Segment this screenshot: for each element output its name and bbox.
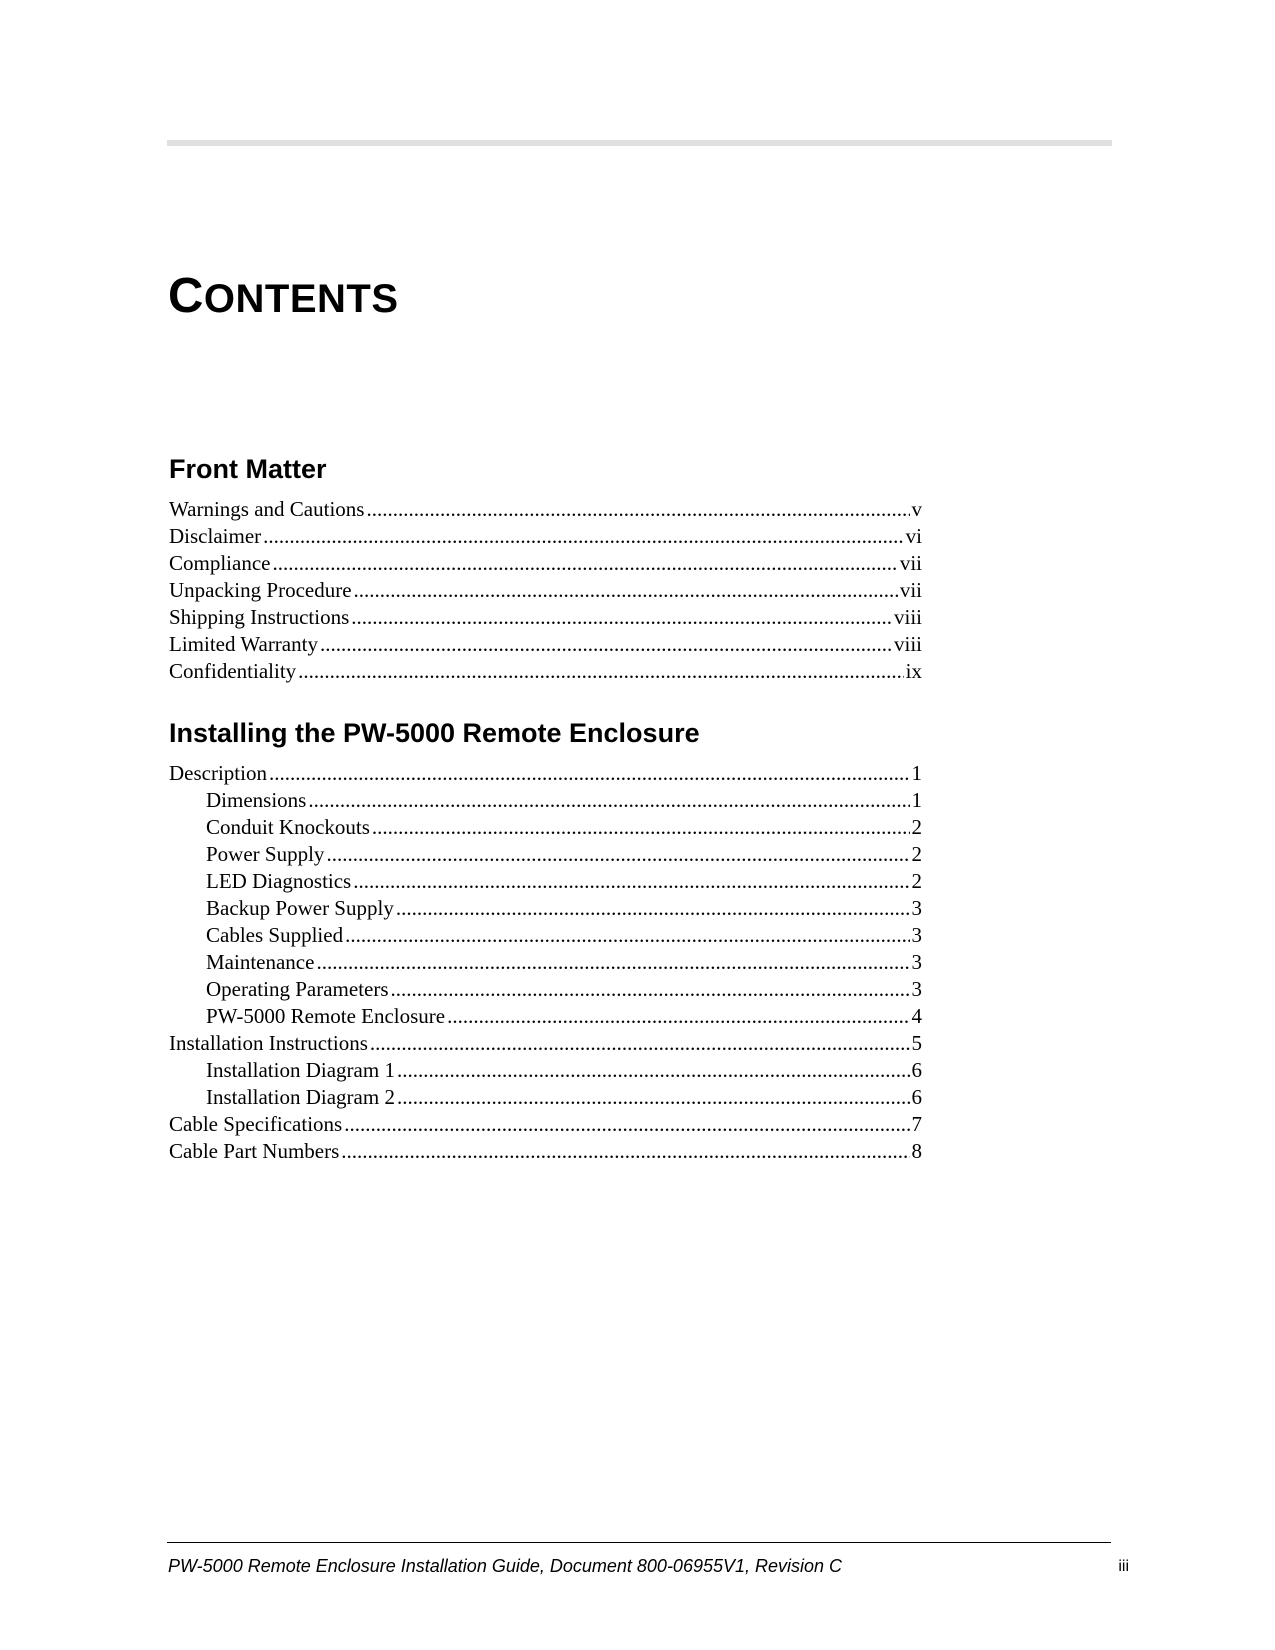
toc-entry-label: Compliance — [169, 551, 271, 575]
toc-entry-label: Backup Power Supply — [206, 896, 394, 920]
toc-subentry[interactable] — [169, 868, 922, 895]
toc-entry-label: Maintenance — [206, 950, 315, 974]
toc-entry-label: Description — [169, 761, 267, 785]
toc-entry-page: v — [911, 497, 922, 521]
toc-entry-page: viii — [893, 605, 922, 629]
toc-entry-label: Power Supply — [206, 842, 325, 866]
dot-leader — [263, 523, 904, 550]
dot-leader — [372, 814, 910, 841]
toc-entry-label: Cables Supplied — [206, 923, 344, 947]
page-title-rest: ONTENTS — [203, 277, 399, 321]
toc-entry-page: 5 — [911, 1031, 922, 1055]
dot-leader — [354, 577, 898, 604]
toc-entry-page: ix — [905, 659, 922, 683]
toc-subentry[interactable] — [169, 814, 922, 841]
dot-leader — [326, 841, 909, 868]
page-title-initial: C — [168, 269, 204, 323]
toc-entry-page: vi — [905, 524, 922, 548]
toc-subentry[interactable] — [169, 922, 922, 949]
toc-entry-label: Confidentiality — [169, 659, 297, 683]
toc-entry-page: 4 — [911, 1004, 922, 1028]
toc-entry-page: 3 — [911, 950, 922, 974]
toc-entry-page: 6 — [911, 1058, 922, 1082]
dot-leader — [298, 658, 904, 685]
toc-section-installing — [169, 714, 922, 1165]
toc-entry-label: LED Diagnostics — [206, 869, 352, 893]
toc-entry[interactable] — [169, 760, 922, 787]
toc-subentry[interactable] — [169, 1084, 922, 1111]
toc-entry-label: Disclaimer — [169, 524, 262, 548]
toc-list — [169, 496, 922, 685]
section-heading: Front Matter — [169, 454, 327, 484]
toc-entry[interactable] — [169, 1111, 922, 1138]
dot-leader — [320, 631, 892, 658]
toc-entry-page: vii — [899, 578, 922, 602]
toc-entry-page: 3 — [911, 896, 922, 920]
toc-entry-page: 3 — [911, 923, 922, 947]
toc-entry[interactable] — [169, 523, 922, 550]
toc-entry-label: Installation Instructions — [169, 1031, 368, 1055]
dot-leader — [272, 550, 897, 577]
toc-entry-label: Warnings and Cautions — [169, 497, 365, 521]
toc-subentry[interactable] — [169, 895, 922, 922]
toc-subentry[interactable] — [169, 1057, 922, 1084]
dot-leader — [391, 976, 910, 1003]
toc-entry[interactable] — [169, 631, 922, 658]
dot-leader — [397, 1084, 910, 1111]
toc-entry-page: 8 — [911, 1139, 922, 1163]
toc-list — [169, 760, 922, 1165]
footer-page-number: iii — [1118, 1558, 1129, 1575]
dot-leader — [269, 760, 910, 787]
dot-leader — [351, 604, 892, 631]
header-rule — [167, 140, 1112, 146]
dot-leader — [345, 922, 909, 949]
toc-entry-page: 1 — [911, 788, 922, 812]
toc-entry-label: Conduit Knockouts — [206, 815, 370, 839]
toc-subentry[interactable] — [169, 787, 922, 814]
dot-leader — [316, 949, 909, 976]
toc-entry[interactable] — [169, 1138, 922, 1165]
footer-document-line: PW-5000 Remote Enclosure Installation Guide, Document 800-06955V1, Revision C — [168, 1556, 843, 1576]
toc-entry-label: PW-5000 Remote Enclosure — [206, 1004, 446, 1028]
toc-entry-page: 7 — [911, 1112, 922, 1136]
dot-leader — [308, 787, 909, 814]
toc-entry-page: 2 — [911, 842, 922, 866]
toc-entry-label: Installation Diagram 2 — [206, 1085, 395, 1109]
toc-entry[interactable] — [169, 604, 922, 631]
toc-entry-page: 2 — [911, 869, 922, 893]
toc-entry-page: vii — [899, 551, 922, 575]
toc-entry[interactable] — [169, 577, 922, 604]
dot-leader — [344, 1111, 909, 1138]
toc-subentry[interactable] — [169, 976, 922, 1003]
toc-subentry[interactable] — [169, 841, 922, 868]
dot-leader — [370, 1030, 910, 1057]
dot-leader — [447, 1003, 909, 1030]
toc-subentry[interactable] — [169, 949, 922, 976]
toc-entry[interactable] — [169, 658, 922, 685]
toc-entry-label: Cable Specifications — [169, 1112, 343, 1136]
footer-rule — [167, 1542, 1111, 1543]
toc-entry-page: viii — [893, 632, 922, 656]
toc-section-front-matter — [169, 450, 922, 685]
toc-entry-label: Unpacking Procedure — [169, 578, 352, 602]
page-title — [168, 268, 399, 327]
toc-entry-label: Installation Diagram 1 — [206, 1058, 395, 1082]
dot-leader — [396, 895, 910, 922]
dot-leader — [353, 868, 909, 895]
toc-entry-label: Cable Part Numbers — [169, 1139, 340, 1163]
toc-entry-page: 6 — [911, 1085, 922, 1109]
toc-entry[interactable] — [169, 550, 922, 577]
section-heading: Installing the PW-5000 Remote Enclosure — [169, 718, 700, 748]
toc-entry[interactable] — [169, 1030, 922, 1057]
toc-entry-label: Operating Parameters — [206, 977, 389, 1001]
toc-entry[interactable] — [169, 496, 922, 523]
toc-entry-label: Dimensions — [206, 788, 307, 812]
dot-leader — [397, 1057, 910, 1084]
toc-entry-label: Shipping Instructions — [169, 605, 350, 629]
toc-entry-page: 2 — [911, 815, 922, 839]
toc-entry-page: 3 — [911, 977, 922, 1001]
dot-leader — [341, 1138, 909, 1165]
toc-entry-label: Limited Warranty — [169, 632, 318, 656]
toc-entry-page: 1 — [911, 761, 922, 785]
dot-leader — [366, 496, 909, 523]
toc-subentry[interactable] — [169, 1003, 922, 1030]
